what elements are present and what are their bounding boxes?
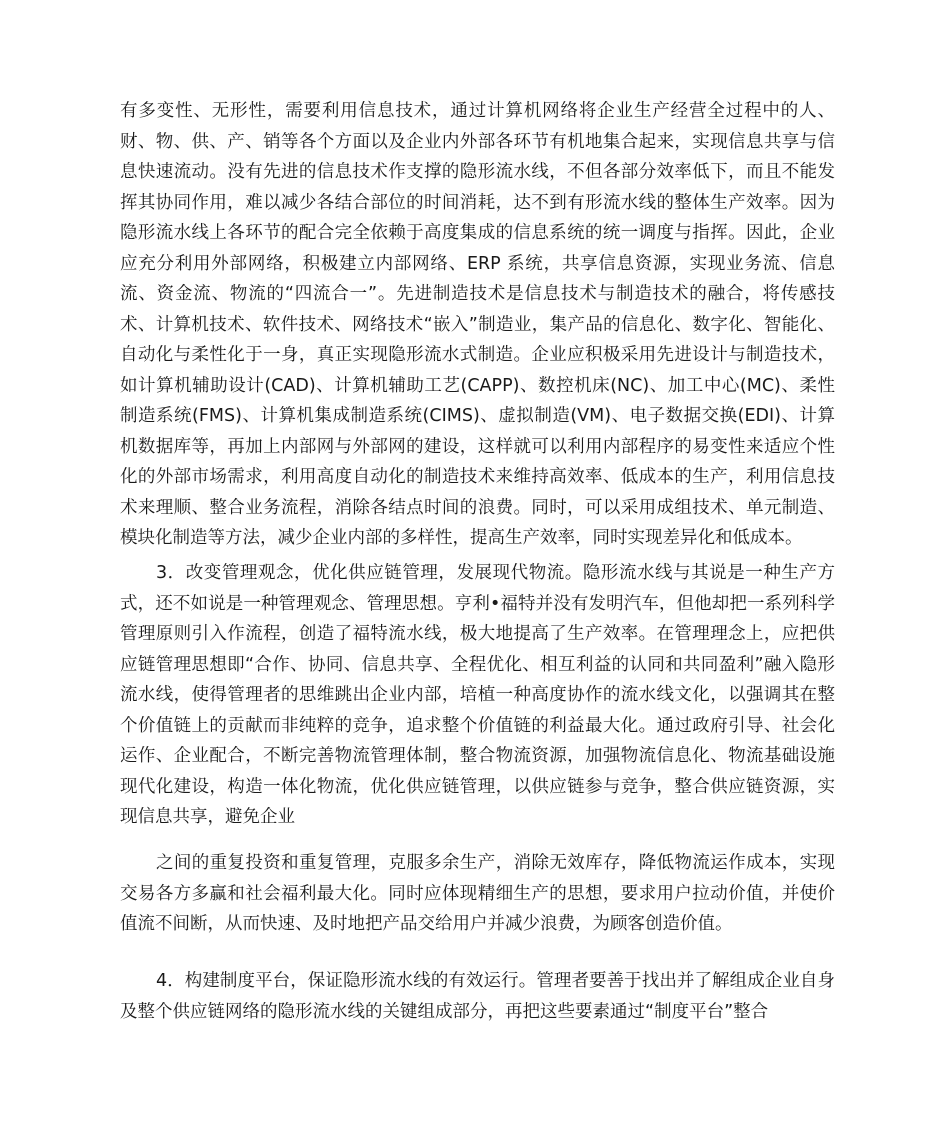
paragraph-continuation: 之间的重复投资和重复管理，克服多余生产，消除无效库存，降低物流运作成本，实现交易各方多赢和社会福利最大化。同时应体现精细生产的思想，要求用户拉动价值，并使价值流不间断，从而快速、及时地把产品交给用户并减少浪费，为顾客创造价值。	[120, 853, 835, 934]
paragraph-supply-chain-management: 3．改变管理观念，优化供应链管理，发展现代物流。隐形流水线与其说是一种生产方式，还不如说是一种管理观念、管理思想。亨利•福特并没有发明汽车，但他却把一系列科学管理原则引入作流程，创造了福特流水线，极大地提高了生产效率。在管理理念上，应把供应链管理思想即“合作、协同、信息共享、全程优化、相互利益的认同和共同盈利”融入隐形流水线，使得管理者的思维跳出企业内部，培植一种高度协作的流水线文化，以强调其在整个价值链上的贡献而非纯粹的竞争，追求整个价值链的利益最大化。通过政府引导、社会化运作、企业配合，不断完善物流管理体制，整合物流资源，加强物流信息化、物流基础设施现代化建设，构造一体化物流，优化供应链管理，以供应链参与竞争，整合供应链资源，实现信息共享，避免企业	[120, 563, 835, 827]
paragraph-information-technology: 有多变性、无形性，需要利用信息技术，通过计算机网络将企业生产经营全过程中的人、财、物、供、产、销等各个方面以及企业内外部各环节有机地集合起来，实现信息共享与信息快速流动。没有先进的信息技术作支撑的隐形流水线，不但各部分效率低下，而且不能发挥其协同作用，难以减少各结合部位的时间消耗，达不到有形流水线的整体生产效率。因为隐形流水线上各环节的配合完全依赖于高度集成的信息系统的统一调度与指挥。因此，企业应充分利用外部网络，积极建立内部网络、ERP 系统，共享信息资源，实现业务流、信息流、资金流、物流的“四流合一”。先进制造技术是信息技术与制造技术的融合，将传感技术、计算机技术、软件技术、网络技术“嵌入”制造业，集产品的信息化、数字化、智能化、自动化与柔性化于一身，真正实现隐形流水式制造。企业应积极采用先进设计与制造技术，如计算机辅助设计(CAD)、计算机辅助工艺(CAPP)、数控机床(NC)、加工中心(MC)、柔性制造系统(FMS)、计算机集成制造系统(CIMS)、虚拟制造(VM)、电子数据交换(EDI)、计算机数据库等，再加上内部网与外部网的建设，这样就可以利用内部程序的易变性来适应个性化的外部市场需求，利用高度自动化的制造技术来维持高效率、低成本的生产，利用信息技术来理顺、整合业务流程，消除各结点时间的浪费。同时，可以采用成组技术、单元制造、模块化制造等方法，减少企业内部的多样性，提高生产效率，同时实现差异化和低成本。	[120, 101, 835, 548]
paragraph-institutional-platform: 4．构建制度平台，保证隐形流水线的有效运行。管理者要善于找出并了解组成企业自身及整个供应链网络的隐形流水线的关键组成部分，再把这些要素通过“制度平台”整合	[120, 971, 835, 1022]
